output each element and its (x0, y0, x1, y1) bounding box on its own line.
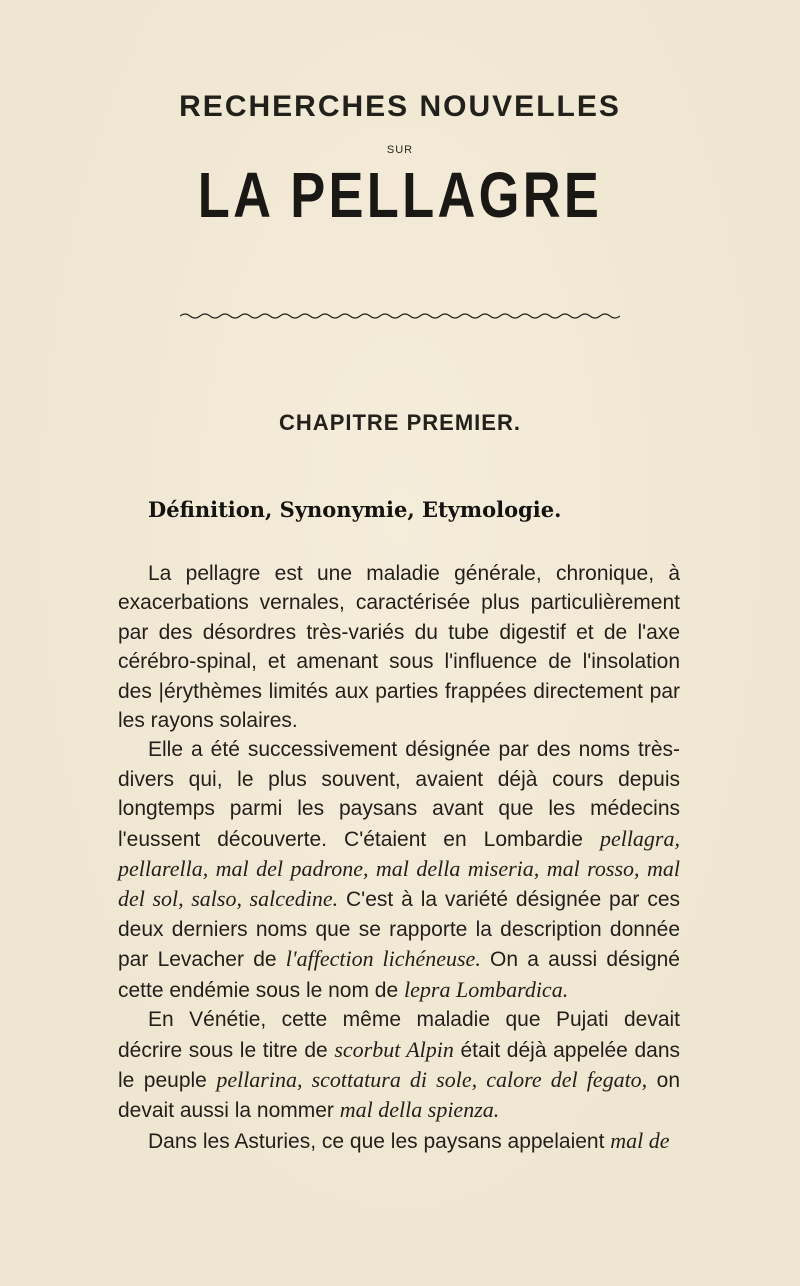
title-connector: SUR (386, 144, 414, 156)
paragraph-asturies: Dans les Asturies, ce que les paysans appelaient mal de (148, 1127, 670, 1153)
running-title: RECHERCHES NOUVELLES (179, 90, 621, 123)
paragraph-synonyms: Elle a été successivement désignée par des noms très-divers qui, le plus souvent, avaient déjà cours depuis longtemps parmi les paysans avant que les médecins l'eussent découverte. C'étaient en Lombardie pellagra, pellarella, mal del padrone, mal della miseria, mal rosso, mal del sol, salso, salcedine. C'est à la variété désignée par ces deux derniers noms que se rapporte la description donnée par Levacher de l'affection lichéneuse. On a aussi désigné cette endémie sous le nom de lepra Lombardica. (118, 738, 681, 1002)
main-title: LA PELLAGRE (197, 159, 603, 231)
chapter-title: CHAPITRE PREMIER. (279, 410, 521, 435)
body-text (118, 559, 680, 1156)
paragraph-definition: La pellagre est une maladie générale, chronique, à exacerbations vernales, caractérisée plus particulièrement par des désordres très-variés du tube digestif et de l'axe cérébro-spinal, et amenant sous l'influence de l'insolation des |érythèmes limités aux parties frappées directement par les rayons solaires. (118, 562, 680, 733)
decorative-wavy-rule (180, 310, 620, 320)
paragraph-venetie: En Vénétie, cette même maladie que Pujati devait décrire sous le titre de scorbut Alpin était déjà appelée dans le peuple pellarina, scottatura di sole, calore del fegato, on devait aussi la nommer mal della spienza. (118, 1008, 680, 1123)
chapter-subheading: Définition, Synonymie, Etymologie. (148, 497, 562, 522)
